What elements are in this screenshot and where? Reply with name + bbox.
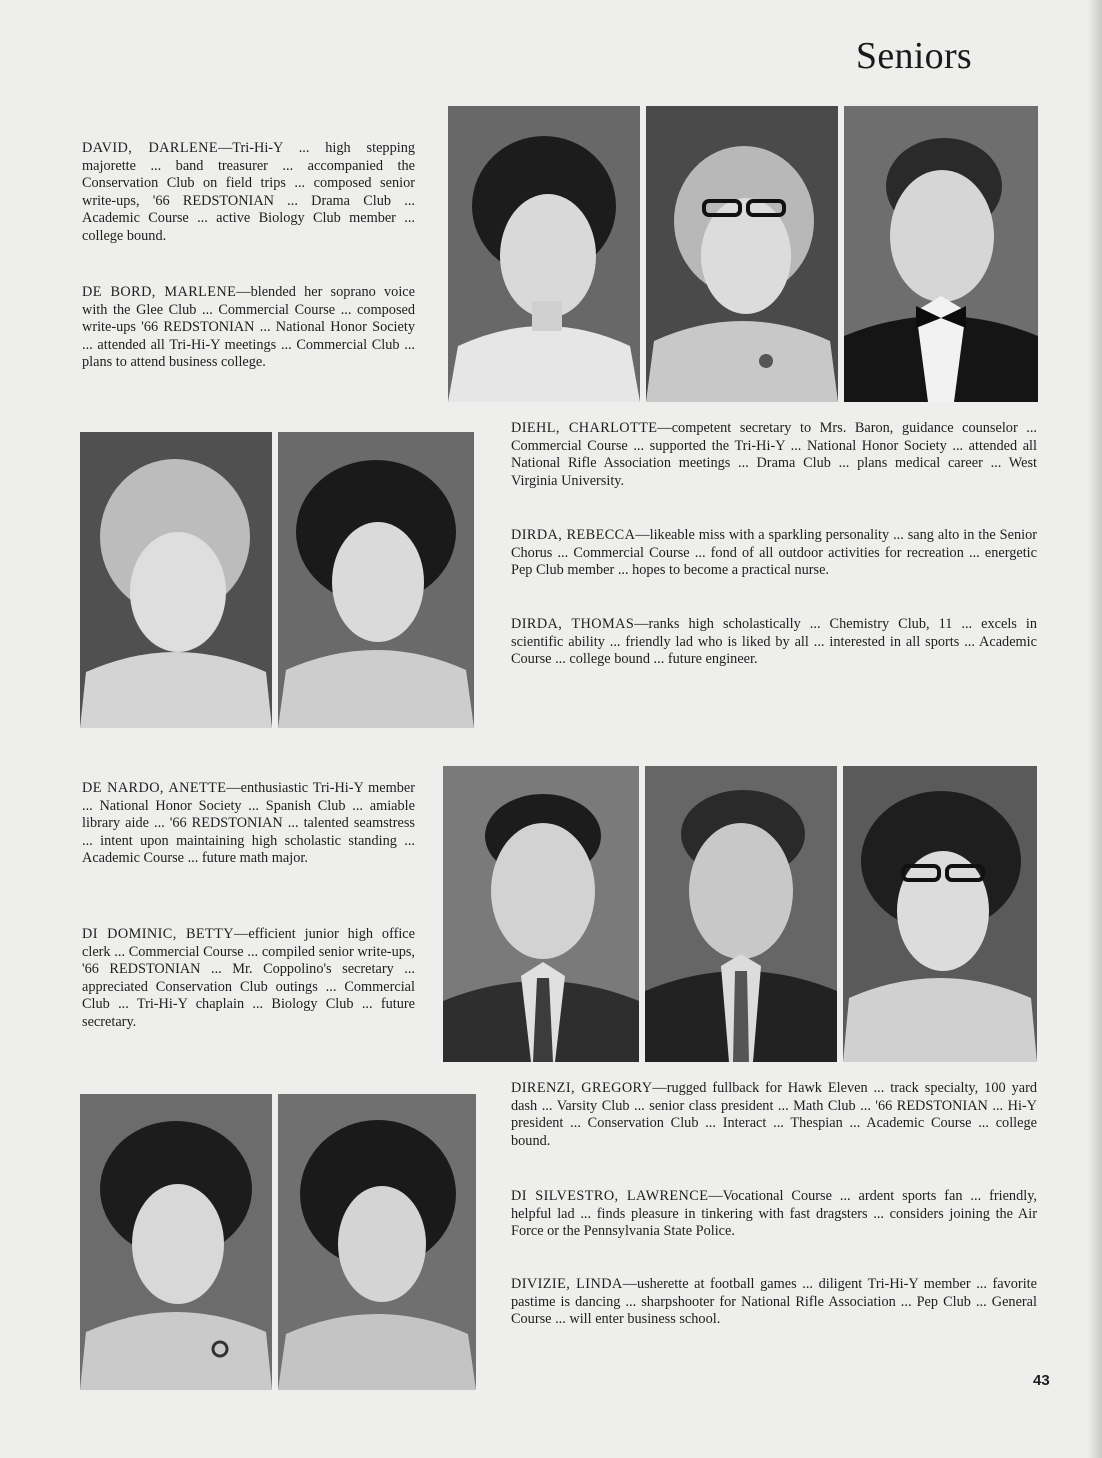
- photo-row-bottom-left: [80, 1094, 476, 1390]
- portrait-dirda-rebecca: [646, 106, 838, 402]
- bio-direnzi-gregory: DIRENZI, GREGORY—rugged fullback for Hawk Eleven ... track specialty, 100 yard dash ... Varsity Club ... senior class president ... Math Club ... '66 REDSTONIAN ... Hi-Y president ... Conservation Club ... Interact ... Thespian ... Academic Course ... college bound.: [511, 1080, 1037, 1149]
- senior-description: usherette at football games ... diligent Tri-Hi-Y member ... favorite pastime is dancing ... sharpshooter for National Rifle Association ... Pep Club ... General Course ... will enter business school.: [511, 1276, 1037, 1328]
- senior-description: Tri-Hi-Y ... high stepping majorette ... band treasurer ... accompanied the Conservation Club on field trips ... composed senior write-ups, '66 REDSTONIAN ... Drama Club ... Academic Course ... active Biology Club member ... college bound.: [82, 140, 415, 244]
- bio-di-silvestro-lawrence: DI SILVESTRO, LAWRENCE—Vocational Course ... ardent sports fan ... friendly, helpful lad ... finds pleasure in tinkering with fast dragsters ... considers joining the Air Force or the Pennsylvania State Police.: [511, 1188, 1037, 1240]
- senior-description: ranks high scholastically ... Chemistry Club, 11 ... excels in scientific ability ... friendly lad who is liked by all ... interested in all sports ... Academic Course ... college bound ... future engineer.: [511, 616, 1038, 668]
- portrait-direnzi-gregory: [443, 766, 639, 1062]
- portrait-di-dominic-betty: [278, 1094, 476, 1390]
- bio-dirda-rebecca: DIRDA, REBECCA—likeable miss with a sparkling personality ... sang alto in the Senior Chorus ... Commercial Course ... fond of all outdoor activities for recreation ... energetic Pep Club member ... hopes to become a practical nurse.: [511, 527, 1037, 579]
- bio-divizie-linda: DIVIZIE, LINDA—usherette at football games ... diligent Tri-Hi-Y member ... favorite pastime is dancing ... sharpshooter for National Rifle Association ... Pep Club ... General Course ... will enter business school.: [511, 1276, 1037, 1328]
- senior-description: blended her soprano voice with the Glee Club ... Commercial Course ... composed write-ups '66 REDSTONIAN ... National Honor Society ... attended all Tri-Hi-Y meetings ... Commercial Club ... plans to attend business college.: [82, 284, 415, 371]
- bio-di-dominic-betty: DI DOMINIC, BETTY—efficient junior high office clerk ... Commercial Course ... compiled senior write-ups, '66 REDSTONIAN ... Mr. Coppolino's secretary ... appreciated Conservation Club outings ... Commercial Club ... Tri-Hi-Y chaplain ... Biology Club ... future secretary.: [82, 926, 416, 1030]
- page-number: 43: [1033, 1372, 1050, 1389]
- senior-name: DIRENZI, GREGORY: [511, 1080, 653, 1096]
- portrait-de-bord-marlene: [278, 432, 474, 728]
- senior-name: DI DOMINIC, BETTY: [82, 926, 235, 942]
- page-edge-shadow: [1088, 0, 1102, 1458]
- senior-description: Vocational Course ... ardent sports fan ... friendly, helpful lad ... finds pleasure in tinkering with fast dragsters ... considers joining the Air Force or the Pennsylvania State Police.: [511, 1188, 1037, 1240]
- photo-row-lower-right: [443, 766, 1037, 1062]
- senior-name: DIVIZIE, LINDA: [511, 1276, 623, 1292]
- senior-name: DAVID, DARLENE: [82, 140, 218, 156]
- senior-description: competent secretary to Mrs. Baron, guidance counselor ... Commercial Course ... supported the Tri-Hi-Y ... National Honor Society ... attended all National Rifle Association meetings ... Drama Club ... plans medical career ... West Virginia University.: [511, 420, 1037, 489]
- senior-name: DIRDA, REBECCA: [511, 527, 636, 543]
- portrait-diehl-charlotte: [448, 106, 640, 402]
- senior-description: efficient junior high office clerk ... Commercial Course ... compiled senior write-ups, '66 REDSTONIAN ... Mr. Coppolino's secretary ... appreciated Conservation Club outings ... Commercial Club ... Tri-Hi-Y chaplain ... Biology Club ... future secretary.: [82, 926, 416, 1030]
- bio-de-nardo-anette: DE NARDO, ANETTE—enthusiastic Tri-Hi-Y member ... National Honor Society ... Spanish Club ... amiable library aide ... '66 REDSTONIAN ... talented seamstress ... intent upon maintaining high scholastic standing ... Academic Course ... future math major.: [82, 780, 416, 867]
- bio-diehl-charlotte: DIEHL, CHARLOTTE—competent secretary to Mrs. Baron, guidance counselor ... Commercial Course ... supported the Tri-Hi-Y ... National Honor Society ... attended all National Rifle Association meetings ... Drama Club ... plans medical career ... West Virginia University.: [511, 420, 1037, 489]
- photo-row-top-right: [448, 106, 1038, 402]
- senior-description: enthusiastic Tri-Hi-Y member ... National Honor Society ... Spanish Club ... amiable library aide ... '66 REDSTONIAN ... talented seamstress ... intent upon maintaining high scholastic standing ... Academic Course ... future math major.: [82, 780, 416, 867]
- bio-de-bord-marlene: DE BORD, MARLENE—blended her soprano voice with the Glee Club ... Commercial Course ... composed write-ups '66 REDSTONIAN ... National Honor Society ... attended all Tri-Hi-Y meetings ... Commercial Club ... plans to attend business college.: [82, 284, 415, 371]
- senior-name: DIRDA, THOMAS: [511, 616, 635, 632]
- portrait-divizie-linda: [843, 766, 1037, 1062]
- bio-david-darlene: DAVID, DARLENE—Tri-Hi-Y ... high stepping majorette ... band treasurer ... accompanied the Conservation Club on field trips ... composed senior write-ups, '66 REDSTONIAN ... Drama Club ... Academic Course ... active Biology Club member ... college bound.: [82, 140, 415, 244]
- portrait-dirda-thomas: [844, 106, 1038, 402]
- page-title: Seniors: [855, 35, 972, 77]
- portrait-di-silvestro-lawrence: [645, 766, 837, 1062]
- senior-name: DE BORD, MARLENE: [82, 284, 237, 300]
- senior-name: DE NARDO, ANETTE: [82, 780, 227, 796]
- bio-dirda-thomas: DIRDA, THOMAS—ranks high scholastically ... Chemistry Club, 11 ... excels in scientific ability ... friendly lad who is liked by all ... interested in all sports ... Academic Course ... college bound ... future engineer.: [511, 616, 1038, 668]
- portrait-de-nardo-anette: [80, 1094, 272, 1390]
- senior-name: DIEHL, CHARLOTTE: [511, 420, 658, 436]
- photo-row-mid-left: [80, 432, 474, 728]
- senior-name: DI SILVESTRO, LAWRENCE: [511, 1188, 709, 1204]
- senior-description: rugged fullback for Hawk Eleven ... track specialty, 100 yard dash ... Varsity Club ... senior class president ... Math Club ... '66 REDSTONIAN ... Hi-Y president ... Conservation Club ... Interact ... Thespian ... Academic Course ... college bound.: [511, 1080, 1037, 1149]
- portrait-david-darlene: [80, 432, 272, 728]
- senior-description: likeable miss with a sparkling personality ... sang alto in the Senior Chorus ... Commercial Course ... fond of all outdoor activities for recreation ... energetic Pep Club member ... hopes to become a practical nurse.: [511, 527, 1037, 579]
